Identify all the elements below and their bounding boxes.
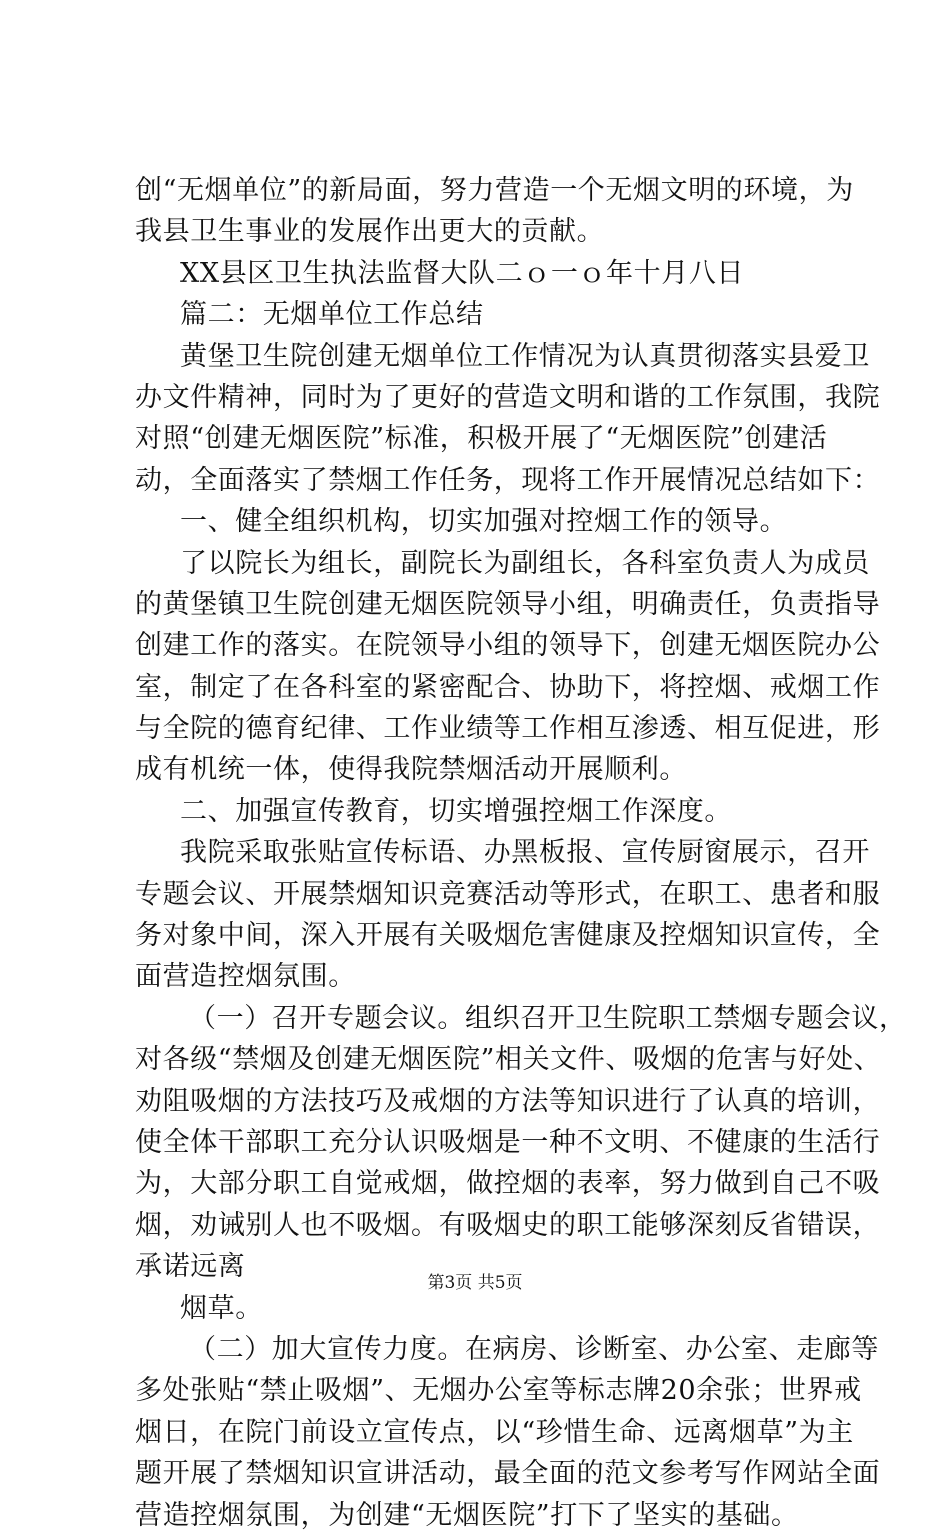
- text-line: XX县区卫生执法监督大队二ｏ一ｏ年十月八日: [180, 257, 745, 289]
- text-line: 成有机统一体，使得我院禁烟活动开展顺利。: [135, 754, 687, 786]
- document-body: [135, 170, 907, 1536]
- text-line: 我院采取张贴宣传标语、办黑板报、宣传厨窗展示，召开: [180, 837, 870, 869]
- text-line: 烟，劝诫别人也不吸烟。有吸烟史的职工能够深刻反省错误，: [135, 1209, 881, 1241]
- text-line: 办文件精神，同时为了更好的营造文明和谐的工作氛围，我院: [135, 381, 881, 413]
- text-line: 了以院长为组长，副院长为副组长，各科室负责人为成员: [180, 547, 870, 579]
- text-line: 使全体干部职工充分认识吸烟是一种不文明、不健康的生活行: [135, 1126, 881, 1158]
- text-line: 创“无烟单位”的新局面，努力营造一个无烟文明的环境，为: [135, 175, 854, 206]
- text-line: 创建工作的落实。在院领导小组的领导下，创建无烟医院办公: [135, 630, 881, 662]
- text-line: 动，全面落实了禁烟工作任务，现将工作开展情况总结如下：: [135, 464, 881, 496]
- text-line: 专题会议、开展禁烟知识竞赛活动等形式，在职工、患者和服: [135, 878, 881, 910]
- page-footer: [0, 1272, 950, 1294]
- text-line: 烟草。: [180, 1292, 263, 1324]
- text-line: 烟日，在院门前设立宣传点，以“珍惜生命、远离烟草”为主: [135, 1416, 854, 1448]
- text-line: 多处张贴“禁止吸烟”、无烟办公室等标志牌20余张；世界戒: [135, 1375, 862, 1407]
- text-line: 室，制定了在各科室的紧密配合、协助下，将控烟、戒烟工作: [135, 671, 881, 703]
- text-line: 承诺远离: [135, 1251, 246, 1283]
- text-line: 对各级“禁烟及创建无烟医院”相关文件、吸烟的危害与好处、: [135, 1044, 882, 1076]
- text-line: 与全院的德育纪律、工作业绩等工作相互渗透、相互促进，形: [135, 713, 881, 745]
- text-line: 对照“创建无烟医院”标准，积极开展了“无烟医院”创建活: [135, 423, 828, 455]
- page-number-label: 第3页 共5页: [427, 1273, 523, 1293]
- text-line: 题开展了禁烟知识宣讲活动，最全面的范文参考写作网站全面: [135, 1458, 881, 1490]
- text-line: 为，大部分职工自觉戒烟，做控烟的表率，努力做到自己不吸: [135, 1168, 881, 1200]
- text-line: 篇二：无烟单位工作总结: [180, 299, 484, 331]
- text-line: 黄堡卫生院创建无烟单位工作情况为认真贯彻落实县爱卫: [180, 340, 870, 372]
- text-line: 的黄堡镇卫生院创建无烟医院领导小组，明确责任，负责指导: [135, 588, 881, 620]
- text-line: （一）召开专题会议。组织召开卫生院职工禁烟专题会议，: [189, 1002, 907, 1034]
- text-line: 一、健全组织机构，切实加强对控烟工作的领导。: [180, 506, 788, 538]
- text-line: 我县卫生事业的发展作出更大的贡献。: [135, 216, 605, 248]
- text-line: 二、加强宣传教育，切实增强控烟工作深度。: [180, 795, 732, 827]
- text-line: （二）加大宣传力度。在病房、诊断室、办公室、走廊等: [189, 1333, 879, 1365]
- text-line: 营造控烟氛围，为创建“无烟医院”打下了坚实的基础。: [135, 1499, 799, 1531]
- text-line: 务对象中间，深入开展有关吸烟危害健康及控烟知识宣传，全: [135, 920, 881, 952]
- text-line: 面营造控烟氛围。: [135, 961, 356, 993]
- text-line: 劝阻吸烟的方法技巧及戒烟的方法等知识进行了认真的培训，: [135, 1085, 881, 1117]
